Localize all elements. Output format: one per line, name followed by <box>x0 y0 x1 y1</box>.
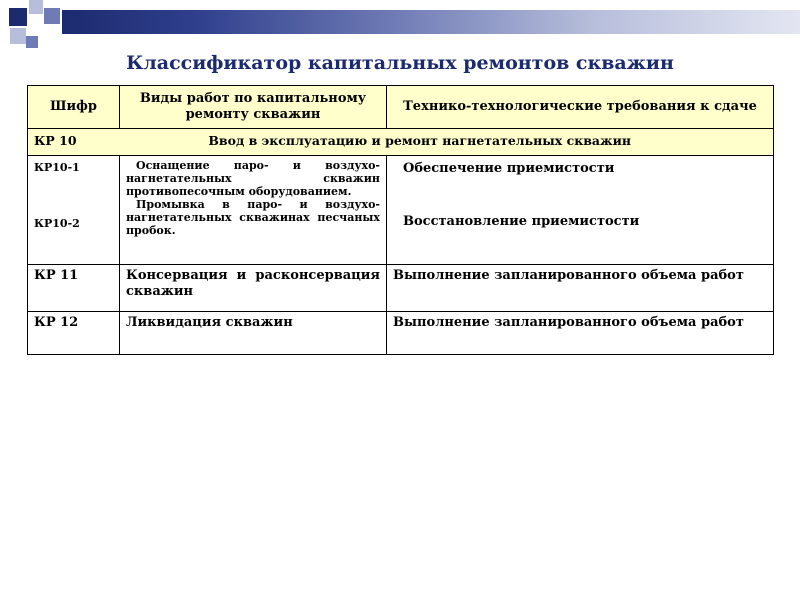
row-requirement: Выполнение запланированного объема работ <box>387 312 774 355</box>
work-item: Промывка в паро- и воздухо-нагнетательных скважинах песчаных пробок. <box>126 198 380 237</box>
classifier-table <box>27 85 774 355</box>
deco-square <box>26 36 38 48</box>
code-kr10-2: КР10-2 <box>34 217 80 230</box>
row-work: Консервация и расконсервация скважин <box>120 265 387 312</box>
works-cell <box>120 156 387 265</box>
header-gradient-bar <box>62 10 800 34</box>
section-code: КР 10 <box>34 133 77 148</box>
header-works: Виды работ по капитальному ремонту скважин <box>120 86 387 129</box>
header-code: Шифр <box>28 86 120 129</box>
section-row <box>28 129 774 156</box>
deco-square <box>29 0 43 14</box>
requirements-cell <box>387 156 774 265</box>
requirement-item: Восстановление приемистости <box>403 214 640 229</box>
row-work: Ликвидация скважин <box>120 312 387 355</box>
deco-square <box>10 28 26 44</box>
row-code: КР 11 <box>28 265 120 312</box>
row-requirement: Выполнение запланированного объема работ <box>387 265 774 312</box>
section-title: Ввод в эксплуатацию и ремонт нагнетательных скважин <box>208 133 632 148</box>
table-row <box>28 156 774 265</box>
table-row <box>28 265 774 312</box>
deco-square <box>44 8 60 24</box>
deco-square <box>9 8 27 26</box>
table-header-row <box>28 86 774 129</box>
requirement-item: Обеспечение приемистости <box>403 161 615 176</box>
header-requirements: Технико-технологические требования к сдаче <box>387 86 774 129</box>
table-row <box>28 312 774 355</box>
codes-cell <box>28 156 120 265</box>
code-kr10-1: КР10-1 <box>34 161 80 174</box>
section-cell <box>28 129 774 156</box>
page-title: Классификатор капитальных ремонтов скважин <box>126 52 674 74</box>
row-code: КР 12 <box>28 312 120 355</box>
work-item: Оснащение паро- и воздухо-нагнетательных скважин противопесочным оборудованием. <box>126 159 380 198</box>
